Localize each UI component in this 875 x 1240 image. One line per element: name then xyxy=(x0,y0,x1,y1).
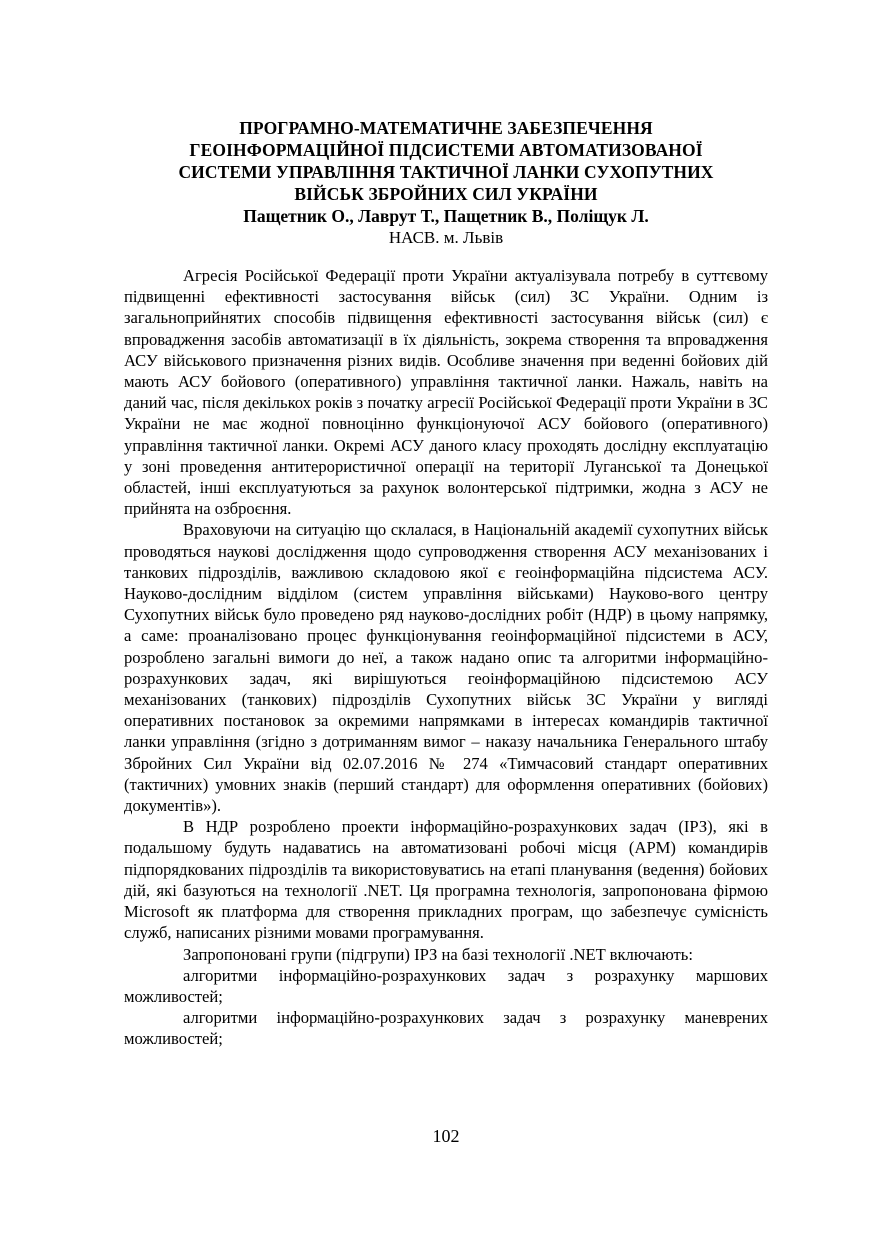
paragraph: Запропоновані групи (підгрупи) ІРЗ на базі технології .NET включають: xyxy=(183,944,693,964)
title-line: ВІЙСЬК ЗБРОЙНИХ СИЛ УКРАЇНИ xyxy=(294,184,598,204)
paper-title xyxy=(124,117,768,205)
paragraph: В НДР розроблено проекти інформаційно-розрахункових задач (ІРЗ), які в подальшому будуть надаватись на автоматизовані робочі місця (АРМ) командирів підпорядкованих підрозділів та використовуватись на етапі планування (ведення) бойових дій, які базуються на технології .NET. Ця програмна технологія, запропонована фірмою Microsoft як платформа для створення прикладних програм, що забезпечує сумісність служб, написаних різними мовами програмування. xyxy=(124,817,768,943)
title-line: ПРОГРАМНО-МАТЕМАТИЧНЕ ЗАБЕЗПЕЧЕННЯ xyxy=(239,118,653,138)
affiliation: НАСВ. м. Львів xyxy=(388,228,504,247)
body-text xyxy=(124,265,768,1050)
paragraph: Агресія Російської Федерації проти України актуалізувала потребу в суттєвому підвищенні ефективності застосування військ (сил) ЗС України. Одним із загальноприйнятих способів підвищення ефективності застосування військ (сил) є впровадження засобів автоматизації в їх діяльність, зокрема створення та впровадження АСУ військового призначення різних видів. Особливе значення при веденні бойових дій мають АСУ бойового (оперативного) управління тактичної ланки. Нажаль, навіть на даний час, після декількох років з початку агресії Російської Федерації проти України в ЗС України не має жодної повноцінно функціонуючої АСУ бойового (оперативного) управління тактичної ланки. Окремі АСУ даного класу проходять дослідну експлуатацію у зоні проведення антитерористичної операції на території Луганської та Донецької областей, інші експлуатуються за рахунок волонтерської підтримки, жодна з АСУ не прийнята на озброєння. xyxy=(124,266,768,519)
list-item: алгоритми інформаційно-розрахункових задач з розрахунку маневрених можливостей; xyxy=(124,1008,768,1049)
title-line: ГЕОІНФОРМАЦІЙНОЇ ПІДСИСТЕМИ АВТОМАТИЗОВАНОЇ xyxy=(189,140,703,160)
list-item: алгоритми інформаційно-розрахункових задач з розрахунку маршових можливостей; xyxy=(124,965,768,1006)
paragraph: Враховуючи на ситуацію що склалася, в Національній академії сухопутних військ проводяться наукові дослідження щодо супроводження створення АСУ механізованих і танкових підрозділів, важливою складовою якої є геоінформаційна підсистема АСУ. Науково-дослідним відділом (систем управління військами) Науково-вого центру Сухопутних військ було проведено ряд науково-дослідних робіт (НДР) в цьому напрямку, а саме: проаналізовано процес функціонування геоінформаційної підсистеми в АСУ, розроблено загальні вимоги до неї, а також надано опис та алгоритми інформаційно-розрахункових задач, які вирішуються геоінформаційною підсистемою АСУ механізованих (танкових) підрозділів Сухопутних військ ЗС України у вигляді оперативних постановок за окремими напрямками в інтересах командирів тактичної ланки управління (згідно з дотриманням вимог – наказу начальника Генерального штабу Збройних Сил України від 02.07.2016 № 274 «Тимчасовий стандарт оперативних (тактичних) умовних знаків (перший стандарт) для оформлення оперативних (бойових) документів»). xyxy=(124,520,768,816)
authors: Пащетник О., Лаврут Т., Пащетник В., Поліщук Л. xyxy=(243,206,649,226)
page-number: 102 xyxy=(432,1126,460,1146)
title-line: СИСТЕМИ УПРАВЛІННЯ ТАКТИЧНОЇ ЛАНКИ СУХОПУТНИХ xyxy=(178,162,714,182)
